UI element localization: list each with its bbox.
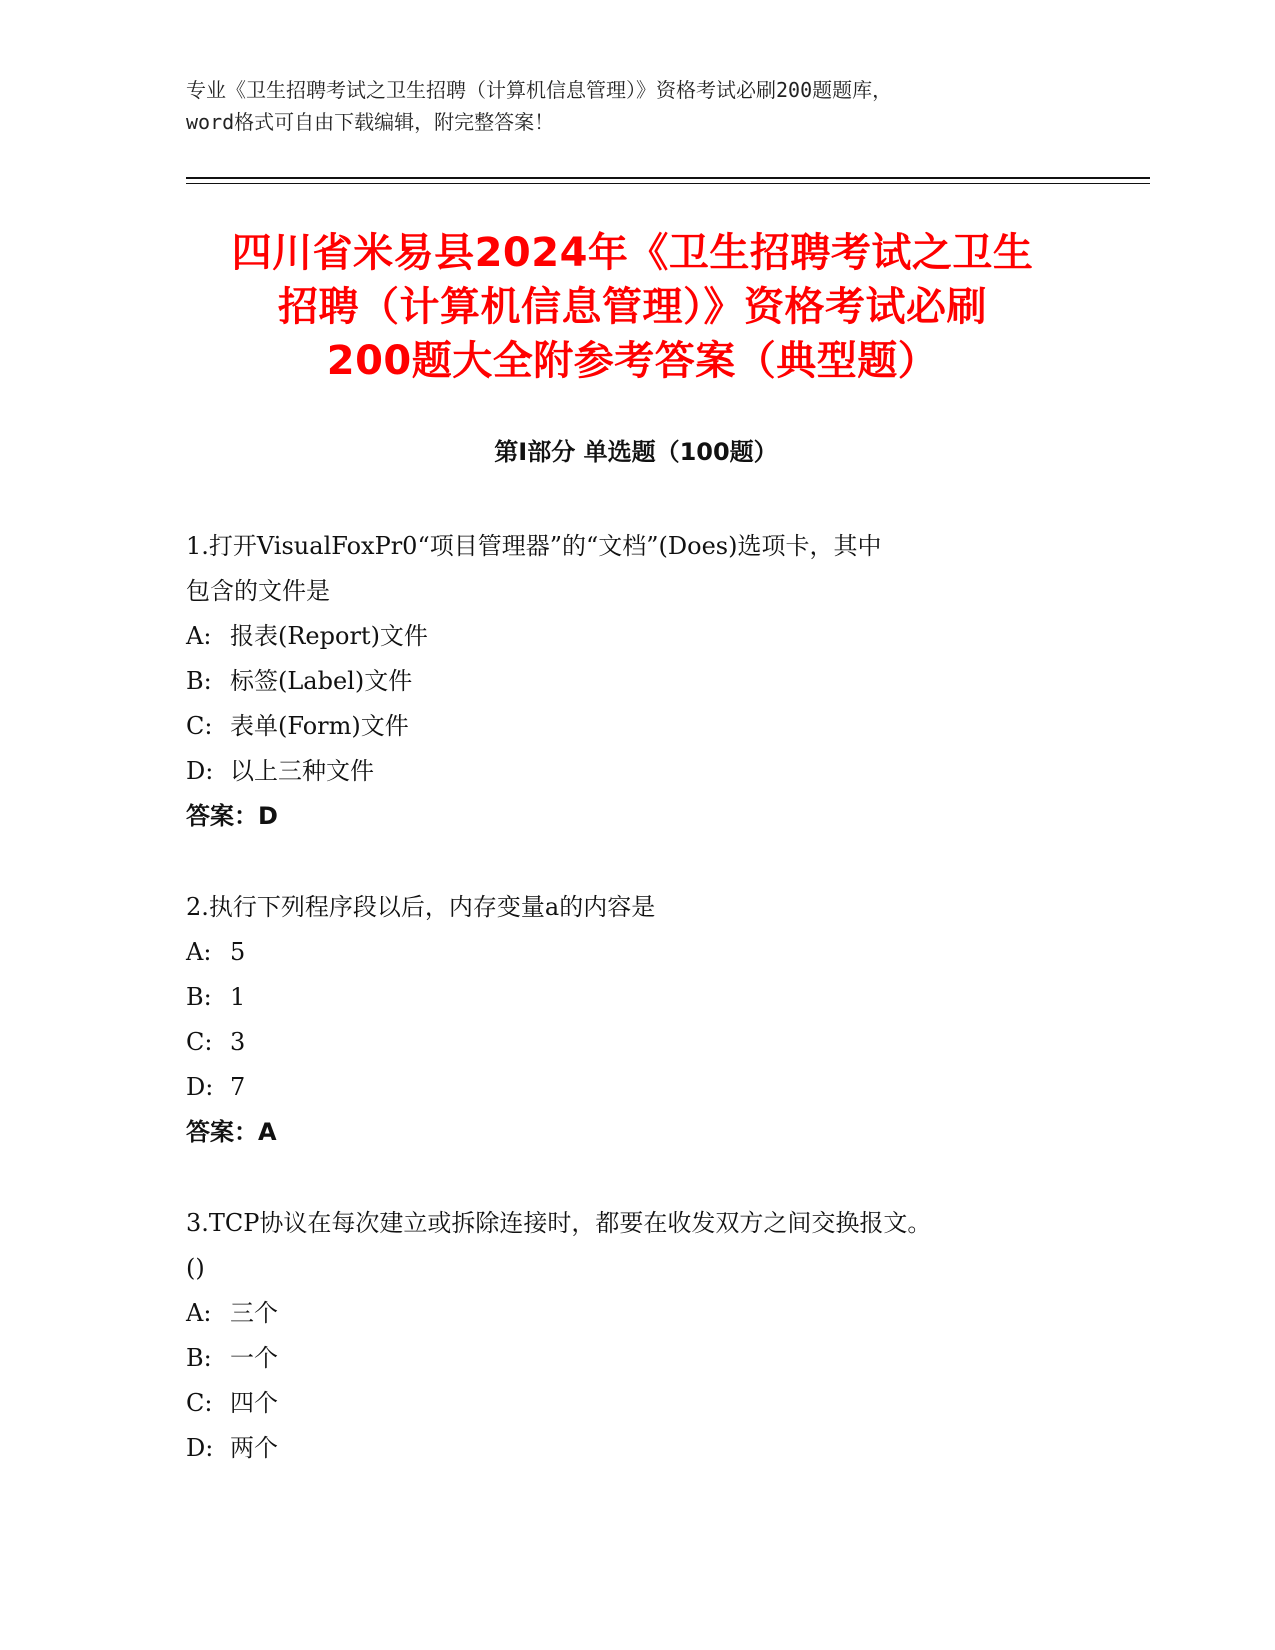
option-a <box>186 1291 1086 1336</box>
option-letter: D: <box>186 757 214 785</box>
option-d <box>186 1426 1086 1471</box>
option-c <box>186 704 1086 749</box>
question-text <box>186 524 1086 614</box>
option-letter: A: <box>186 1299 212 1327</box>
section-heading: 第Ⅰ部分 单选题（100题） <box>494 438 778 466</box>
question-text-line: 包含的文件是 <box>186 577 330 605</box>
option-c <box>186 1020 1086 1065</box>
option-letter: A: <box>186 938 212 966</box>
answer-line: 答案：A <box>186 1118 277 1146</box>
option-letter: C: <box>186 712 213 740</box>
header-divider-thin <box>186 183 1150 184</box>
option-a <box>186 930 1086 975</box>
option-text: 报表(Report)文件 <box>230 622 428 650</box>
title-line-3: 200题大全附参考答案（典型题） <box>326 338 939 384</box>
option-letter: C: <box>186 1028 213 1056</box>
question-text-line: 1.打开VisualFoxPr0“项目管理器”的“文档”(Does)选项卡，其中 <box>186 532 882 560</box>
option-d <box>186 749 1086 794</box>
option-text: 1 <box>230 983 246 1011</box>
option-d <box>186 1065 1086 1110</box>
option-text: 三个 <box>230 1299 278 1327</box>
option-b <box>186 1336 1086 1381</box>
option-letter: B: <box>186 983 212 1011</box>
option-text: 表单(Form)文件 <box>230 712 409 740</box>
option-letter: B: <box>186 667 212 695</box>
option-letter: C: <box>186 1389 213 1417</box>
question-3 <box>186 1201 1086 1471</box>
question-1 <box>186 524 1086 839</box>
question-text <box>186 885 1086 930</box>
question-text-line: 3.TCP协议在每次建立或拆除连接时，都要在收发双方之间交换报文。 <box>186 1209 932 1237</box>
question-2 <box>186 885 1086 1155</box>
option-text: 两个 <box>230 1434 278 1462</box>
header-note-line-2: word格式可自由下载编辑，附完整答案！ <box>186 110 555 134</box>
option-c <box>186 1381 1086 1426</box>
option-text: 7 <box>230 1073 246 1101</box>
option-b <box>186 975 1086 1020</box>
option-letter: D: <box>186 1434 214 1462</box>
header-note-line-1: 专业《卫生招聘考试之卫生招聘（计算机信息管理）》资格考试必刷200题题库， <box>186 78 893 102</box>
header-note <box>186 74 1086 138</box>
option-a <box>186 614 1086 659</box>
option-text: 一个 <box>230 1344 278 1372</box>
title-line-1: 四川省米易县2024年《卫生招聘考试之卫生 <box>231 230 1034 276</box>
header-divider-thick <box>186 177 1150 179</box>
option-text: 以上三种文件 <box>230 757 374 785</box>
question-list <box>186 524 1086 1517</box>
option-text: 标签(Label)文件 <box>230 667 413 695</box>
option-b <box>186 659 1086 704</box>
option-letter: D: <box>186 1073 214 1101</box>
question-text <box>186 1201 1086 1291</box>
title-line-2: 招聘（计算机信息管理）》资格考试必刷 <box>278 284 987 330</box>
option-text: 四个 <box>230 1389 278 1417</box>
question-text-line: () <box>186 1254 205 1282</box>
option-letter: B: <box>186 1344 212 1372</box>
question-text-line: 2.执行下列程序段以后，内存变量a的内容是 <box>186 893 656 921</box>
document-title <box>180 226 1085 388</box>
answer-line: 答案：D <box>186 802 278 830</box>
option-text: 3 <box>230 1028 246 1056</box>
option-letter: A: <box>186 622 212 650</box>
option-text: 5 <box>230 938 246 966</box>
